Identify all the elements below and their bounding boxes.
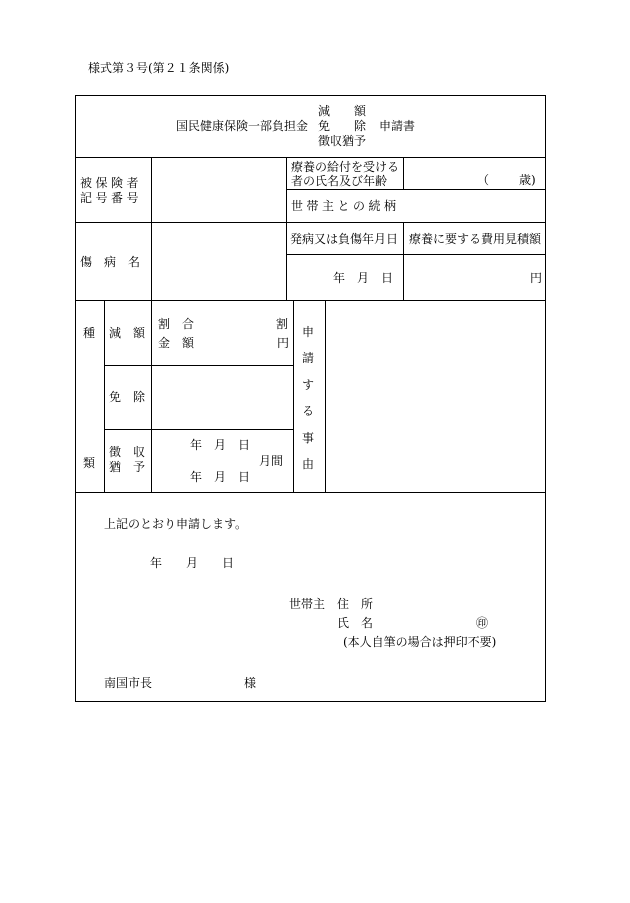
age-paren-open: （: [477, 173, 490, 187]
head-name-label: 氏 名: [337, 616, 374, 630]
head-address-label: 世帯主 住 所: [289, 597, 374, 611]
insured-number-label-line1: 被保険者: [80, 176, 143, 190]
age-unit: 歳): [519, 173, 536, 187]
exemption-label: 免 除: [109, 390, 146, 404]
deferral-to-date[interactable]: 年 月 日: [190, 470, 251, 484]
declaration-text: 上記のとおり申請します。: [104, 517, 248, 531]
exemption-field[interactable]: [153, 366, 292, 428]
onset-date-field[interactable]: 年 月 日: [333, 271, 394, 285]
title-suffix: 申請書: [379, 119, 416, 133]
reason-field[interactable]: [327, 302, 544, 491]
deferral-from-date[interactable]: 年 月 日: [190, 438, 251, 452]
relation-field[interactable]: [405, 191, 544, 221]
insured-number-label-line2: 記号番号: [80, 191, 143, 205]
deferral-label-line2: 猶 予: [109, 460, 146, 474]
reduction-ratio-unit: 割: [276, 317, 289, 331]
addressee: 南国市長: [104, 676, 153, 690]
estimated-cost-label: 療養に要する費用見積額: [409, 232, 542, 246]
reduction-ratio-label: 割 合: [158, 317, 195, 331]
seal-mark: ㊞: [476, 616, 489, 630]
title-prefix: 国民健康保険一部負担金: [176, 119, 309, 133]
deferral-label-line1: 徴 収: [109, 445, 146, 459]
patient-label-line1: 療養の給付を受ける: [291, 160, 400, 174]
reduction-amount-unit: 円: [277, 336, 290, 350]
type-label-top: 種: [83, 326, 96, 340]
seal-note: (本人自筆の場合は押印不要): [343, 635, 497, 649]
deferral-months: 月間: [259, 454, 284, 468]
insured-number-field[interactable]: [153, 158, 285, 221]
type-label-bottom: 類: [83, 456, 96, 470]
patient-label-line2: 者の氏名及び年齢: [291, 174, 388, 188]
disease-label: 傷 病 名: [80, 255, 141, 269]
disease-field[interactable]: [153, 223, 285, 299]
reduction-label: 減 額: [109, 326, 146, 340]
form-number: 様式第３号(第２１条関係): [88, 61, 230, 75]
title-option-exemption: 免 除: [318, 119, 367, 133]
reason-label: 申 請 す る 事 由: [301, 325, 314, 471]
title-option-deferral: 徴収猶予: [318, 134, 367, 148]
estimated-cost-field[interactable]: 円: [530, 271, 543, 285]
reduction-amount-label: 金 額: [158, 336, 195, 350]
honorific: 様: [244, 676, 257, 690]
sign-date[interactable]: 年 月 日: [150, 556, 235, 570]
onset-date-label: 発病又は負傷年月日: [290, 232, 399, 246]
title-option-reduction: 減 額: [318, 104, 367, 118]
relation-label: 世帯主との続柄: [291, 199, 400, 213]
